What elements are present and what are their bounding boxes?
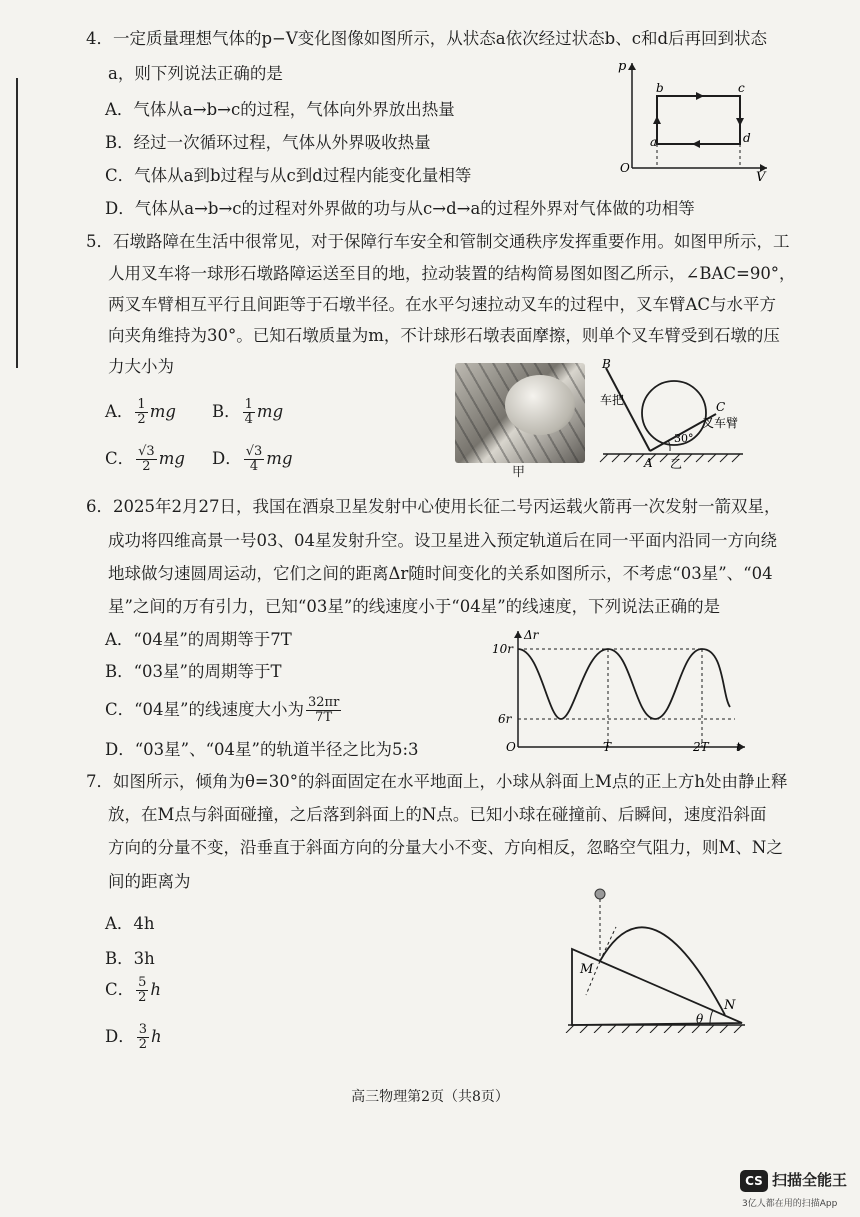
point-c-label: C: [716, 400, 726, 414]
point-d-label: d: [743, 131, 751, 145]
theta-angle-label: θ: [696, 1012, 704, 1026]
point-b-label: b: [656, 81, 664, 95]
q4-stem-line-1: 4．一定质量理想气体的p−V变化图像如图所示，从状态a依次经过状态b、c和d后再回到状态: [86, 29, 768, 48]
q5-option-c-fraction: [136, 445, 157, 474]
q7-option-d-fraction: [137, 1023, 149, 1052]
q7-stem-line-3: 方向的分量不变，沿垂直于斜面方向的分量大小不变、方向相反，忽略空气阻力，则M、N之: [108, 838, 783, 857]
q7-option-b: B．3h: [105, 949, 155, 968]
q7-option-c-den: 2: [138, 990, 147, 1005]
q5-option-a-fraction: [135, 398, 147, 427]
origin-label: O: [506, 740, 516, 754]
q5-option-d-tail: mg: [266, 449, 293, 468]
q5-option-d-label: D．: [212, 449, 242, 468]
q5-option-d: [212, 445, 293, 474]
q4-option-b: B．经过一次循环过程，气体从外界吸收热量: [105, 133, 431, 152]
q7-option-c-tail: h: [150, 980, 162, 999]
x-tick-T: T: [603, 740, 612, 754]
q7-option-d-tail: h: [151, 1027, 162, 1046]
p-axis-label: p: [618, 59, 627, 74]
q5-stem-line-4: 向夹角维持为30°。已知石墩质量为m，不计球形石墩表面摩擦，则单个叉车臂受到石墩的压: [108, 326, 780, 345]
q5-option-d-fraction: [244, 445, 265, 474]
q6-distance-time-graph: [490, 627, 750, 755]
q6-stem-line-4: 星”之间的万有引力，已知“03星”的线速度小于“04星”的线速度，下列说法正确的是: [108, 597, 721, 616]
q4-option-c: C．气体从a到b过程与从c到d过程内能变化量相等: [105, 166, 472, 185]
q5-forklift-diagram: [598, 358, 748, 470]
q5-option-a-num: 1: [137, 397, 146, 412]
camscanner-brand-name: 扫描全能王: [772, 1171, 848, 1189]
q5-option-c-num: √3: [138, 444, 155, 459]
q5-option-b-fraction: [243, 398, 255, 427]
handle-label: 车把: [600, 393, 625, 407]
q6-option-c: [105, 696, 343, 725]
point-m-label: M: [580, 962, 594, 977]
q5-option-a-tail: mg: [149, 402, 176, 421]
q7-option-d-num: 3: [138, 1022, 148, 1037]
figure-yi-caption: 乙: [670, 457, 683, 470]
delta-r-axis-label: Δr: [524, 628, 539, 642]
q6-stem-line-1: 6．2025年2月27日，我国在酒泉卫星发射中心使用长征二号丙运载火箭再一次发射一箭双星，: [86, 497, 781, 516]
q5-option-b-den: 4: [244, 412, 253, 427]
q7-option-c-label: C．: [105, 980, 135, 999]
q7-option-d-den: 2: [138, 1037, 148, 1052]
v-axis-label: V: [756, 170, 766, 183]
q5-option-c: [105, 445, 185, 474]
t-axis-label: t: [736, 740, 741, 754]
y-tick-6r: 6r: [498, 712, 512, 726]
camscanner-logo-icon: CS: [740, 1170, 768, 1192]
q4-stem-line-2: a，则下列说法正确的是: [108, 64, 283, 83]
q6-option-a: A．“04星”的周期等于7T: [105, 630, 292, 649]
q5-stem-line-3: 两叉车臂相互平行且间距等于石墩半径。在水平匀速拉动叉车的过程中，叉车臂AC与水平方: [108, 295, 777, 314]
q5-option-a-label: A．: [105, 402, 134, 421]
q7-incline-diagram: [560, 883, 755, 1033]
point-b-label: B: [602, 358, 611, 371]
q5-option-b-tail: mg: [256, 402, 284, 421]
q6-option-b: B．“03星”的周期等于T: [105, 662, 282, 681]
fork-arm-label: 叉车臂: [702, 416, 739, 430]
q6-stem-line-2: 成功将四维高景一号03、04星发射升空。设卫星进入预定轨道后在同一平面内沿同一方向绕: [108, 531, 777, 550]
q7-stem-line-2: 放，在M点与斜面碰撞，之后落到斜面上的N点。已知小球在碰撞前、后瞬间，速度沿斜面: [108, 805, 767, 824]
margin-line: [16, 78, 18, 368]
q5-option-c-den: 2: [142, 459, 151, 474]
q7-option-d-label: D．: [105, 1027, 135, 1046]
camscanner-tagline: 3亿人都在用的扫描App: [742, 1199, 838, 1209]
q5-option-d-den: 4: [249, 459, 259, 474]
x-tick-2T: 2T: [693, 740, 709, 754]
q5-stem-line-1: 5．石墩路障在生活中很常见，对于保障行车安全和管制交通秩序发挥重要作用。如图甲所示，工: [86, 232, 790, 251]
q7-option-c-fraction: [136, 976, 148, 1005]
q4-pv-diagram: [612, 58, 772, 183]
q7-stem-line-1: 7．如图所示，倾角为θ=30°的斜面固定在水平地面上，小球从斜面上M点的正上方h处由静止释: [86, 772, 788, 791]
point-a-label: a: [650, 135, 658, 149]
page-footer: 高三物理第2页（共8页）: [351, 1089, 509, 1105]
q5-option-a: [105, 398, 176, 427]
q7-option-a: A．4h: [105, 914, 155, 933]
q6-option-d: D．“03星”、“04星”的轨道半径之比为5:3: [105, 740, 419, 759]
stone-ball-shape: [505, 375, 575, 435]
origin-label: O: [620, 161, 630, 175]
point-n-label: N: [724, 998, 736, 1013]
q5-stem-line-2: 人用叉车将一球形石墩路障运送至目的地，拉动装置的结构简易图如图乙所示，∠BAC=90°，: [108, 264, 796, 283]
q6-option-c-fraction: [306, 696, 341, 725]
q6-option-c-text: C．“04星”的线速度大小为: [105, 700, 304, 719]
q5-option-b-num: 1: [244, 397, 253, 412]
q4-option-a: A．气体从a→b→c的过程，气体向外界放出热量: [105, 100, 455, 119]
q5-option-c-label: C．: [105, 449, 135, 468]
q4-option-d: D．气体从a→b→c的过程对外界做的功与从c→d→a的过程外界对气体做的功相等: [105, 199, 695, 218]
angle-30-label: 30°: [674, 432, 694, 445]
q6-option-c-num: 32πr: [308, 695, 340, 710]
q5-option-b: [212, 398, 283, 427]
q6-option-c-den: 7T: [315, 710, 333, 725]
point-c-label: c: [738, 81, 745, 95]
q5-option-b-label: B．: [212, 402, 241, 421]
q5-option-d-num: √3: [245, 444, 263, 459]
q7-option-c-num: 5: [138, 975, 147, 990]
y-tick-10r: 10r: [492, 642, 514, 656]
q5-stem-line-5: 力大小为: [108, 357, 174, 376]
point-a-label: A: [644, 456, 653, 470]
q7-option-d: [105, 1023, 162, 1052]
q7-option-c: [105, 976, 161, 1005]
q5-option-c-tail: mg: [158, 449, 185, 468]
q6-stem-line-3: 地球做匀速圆周运动，它们之间的距离Δr随时间变化的关系如图所示，不考虑“03星”、“04: [108, 564, 773, 583]
stone-pier-photo: [455, 363, 585, 463]
q5-option-a-den: 2: [137, 412, 146, 427]
figure-jia-caption: 甲: [512, 465, 526, 480]
q7-stem-line-4: 间的距离为: [108, 872, 191, 891]
